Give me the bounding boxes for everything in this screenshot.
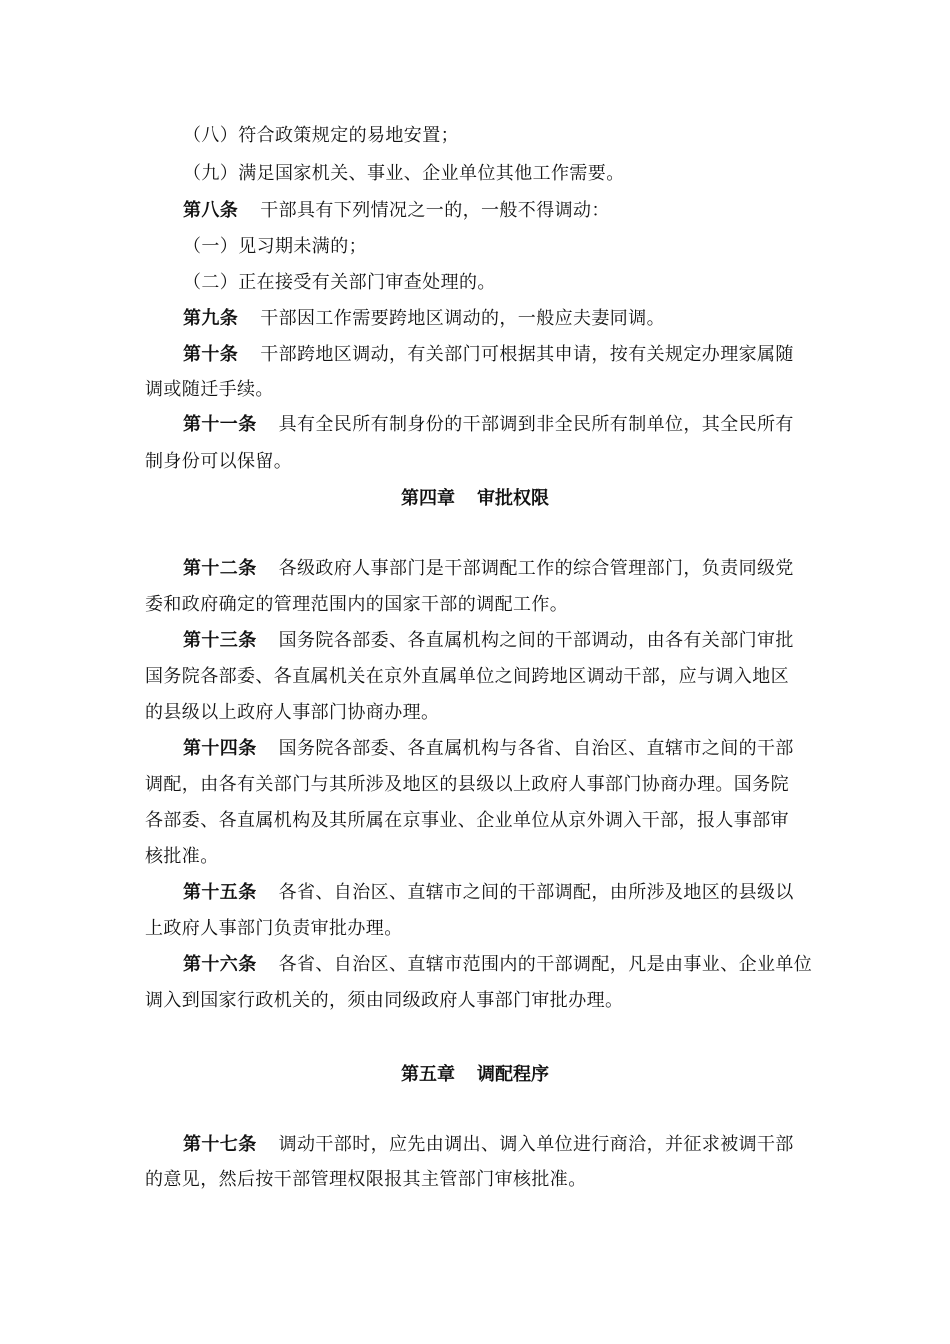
article-text: 调动干部时，应先由调出、调入单位进行商洽，并征求被调干部: [278, 1134, 794, 1155]
article-number: 第九条: [183, 308, 239, 329]
article-11-line-1: [183, 413, 794, 437]
article-9: [183, 307, 665, 331]
article-14-line-3: 各部委、各直属机构及其所属在京事业、企业单位从京外调入干部，报人事部审: [145, 810, 789, 831]
article-text: 国务院各部委、各直属机构之间的干部调动，由各有关部门审批: [278, 630, 794, 651]
article-8-item-2: （二）正在接受有关部门审查处理的。: [183, 272, 496, 293]
article-text: 各省、自治区、直辖市范围内的干部调配，凡是由事业、企业单位: [278, 954, 813, 975]
article-text: 国务院各部委、各直属机构与各省、自治区、直辖市之间的干部: [278, 738, 794, 759]
article-13-line-3: 的县级以上政府人事部门协商办理。: [145, 702, 440, 723]
article-8: [183, 199, 610, 223]
article-8-item-1: （一）见习期未满的；: [183, 236, 367, 257]
article-number: 第十三条: [183, 630, 257, 651]
chapter-title: 调配程序: [477, 1064, 549, 1085]
article-text: 各级政府人事部门是干部调配工作的综合管理部门，负责同级党: [278, 558, 794, 579]
article-number: 第十七条: [183, 1134, 257, 1155]
article-15-line-2: 上政府人事部门负责审批办理。: [145, 918, 403, 939]
article-10-line-1: [183, 343, 794, 367]
article-text: 干部具有下列情况之一的，一般不得调动：: [260, 200, 610, 221]
chapter-number: 第五章: [401, 1064, 455, 1085]
article-17-line-1: [183, 1133, 794, 1157]
article-number: 第十一条: [183, 414, 257, 435]
chapter-4-heading: [0, 487, 950, 511]
item-8: （八）符合政策规定的易地安置；: [183, 125, 459, 146]
article-10-line-2: 调或随迁手续。: [145, 379, 274, 400]
article-text: 具有全民所有制身份的干部调到非全民所有制单位，其全民所有: [278, 414, 794, 435]
chapter-number: 第四章: [401, 488, 455, 509]
article-text: 干部跨地区调动，有关部门可根据其申请，按有关规定办理家属随: [260, 344, 794, 365]
article-17-line-2: 的意见，然后按干部管理权限报其主管部门审核批准。: [145, 1169, 587, 1190]
article-13-line-2: 国务院各部委、各直属机关在京外直属单位之间跨地区调动干部，应与调入地区: [145, 666, 789, 687]
article-11-line-2: 制身份可以保留。: [145, 451, 293, 472]
article-text: 各省、自治区、直辖市之间的干部调配，由所涉及地区的县级以: [278, 882, 794, 903]
article-16-line-2: 调入到国家行政机关的，须由同级政府人事部门审批办理。: [145, 990, 624, 1011]
chapter-title: 审批权限: [477, 488, 549, 509]
chapter-5-heading: [0, 1063, 950, 1087]
article-15-line-1: [183, 881, 794, 905]
article-14-line-1: [183, 737, 794, 761]
article-12-line-1: [183, 557, 794, 581]
article-12-line-2: 委和政府确定的管理范围内的国家干部的调配工作。: [145, 594, 569, 615]
article-13-line-1: [183, 629, 794, 653]
article-number: 第十四条: [183, 738, 257, 759]
article-number: 第八条: [183, 200, 239, 221]
article-16-line-1: [183, 953, 812, 977]
item-9: （九）满足国家机关、事业、企业单位其他工作需要。: [183, 163, 625, 184]
article-number: 第十二条: [183, 558, 257, 579]
article-text: 干部因工作需要跨地区调动的，一般应夫妻同调。: [260, 308, 666, 329]
article-number: 第十五条: [183, 882, 257, 903]
article-14-line-2: 调配，由各有关部门与其所涉及地区的县级以上政府人事部门协商办理。国务院: [145, 774, 789, 795]
article-number: 第十六条: [183, 954, 257, 975]
article-number: 第十条: [183, 344, 239, 365]
article-14-line-4: 核批准。: [145, 846, 219, 867]
